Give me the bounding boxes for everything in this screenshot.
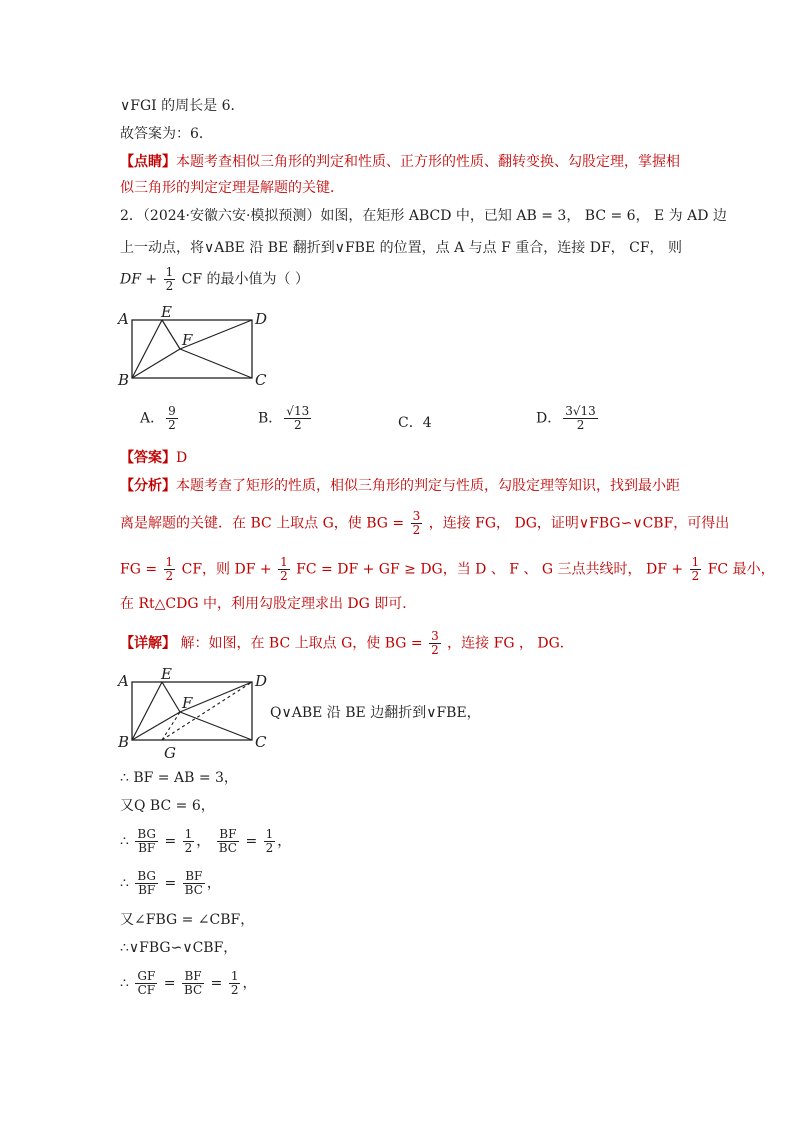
- text-line: [120, 124, 213, 144]
- label-f: F: [182, 694, 193, 712]
- step-1: ∴ BF = AB = 3，: [120, 770, 238, 786]
- problem-line-3: [120, 266, 309, 293]
- label-e: E: [161, 666, 172, 683]
- analysis-line-4: 在 Rt△CDG 中，利用勾股定理求出 DG 即可．: [120, 596, 417, 612]
- answer-value: D: [176, 450, 188, 466]
- step-6: ∴∨FBG∽∨CBF，: [120, 940, 238, 956]
- answer-line: 故答案为：6．: [120, 126, 213, 142]
- analysis-line-2: 离是解题的关键．在 BC 上取点 G，使 BG = $\frac{3}{2}$ ，连接 FG， DG，证明∨FBG∽∨CBF，可得出: [120, 509, 730, 537]
- analysis-line-1: 【分析】本题考查了矩形的性质，相似三角形的判定与性质，勾股定理等知识，找到最小距: [120, 478, 680, 494]
- detail-line-1: 【详解】 解：如图，在 BC 上取点 G，使 BG = $\frac{3}{2}$ ，连接 FG ， DG．: [120, 629, 574, 657]
- step-4: ∴ $\frac{BG}{BF}$ = $\frac{BF}{BC}$ ，: [120, 869, 221, 897]
- step-3: ∴ $\frac{BG}{BF}$ = $\frac{1}{2}$ ， $\frac{BF}{BC}$ = $\frac{1}{2}$ ，: [120, 827, 292, 855]
- segment-fg-dashed: [162, 712, 180, 740]
- label-d: D: [255, 310, 268, 328]
- segment-ef: [162, 682, 180, 712]
- label-a: A: [118, 310, 129, 328]
- expr-df: DF +: [120, 271, 158, 288]
- rectangle-figure-2: [112, 666, 272, 762]
- text-line: [120, 96, 244, 116]
- analysis-line-3: FG = $\frac{1}{2}$ CF，则 DF + $\frac{1}{2}$ FC = DF + GF ≥ DG，当 D 、 F 、 G 三点共线时， DF + $\frac{1}{2}$ FC 最小，: [120, 555, 775, 583]
- segment-fc: [180, 712, 252, 740]
- segment-ef: [162, 320, 180, 349]
- half-fraction: $\frac{1}{2}$: [165, 265, 174, 293]
- label-f: F: [182, 331, 193, 349]
- answer-section: 【答案】D: [120, 450, 188, 466]
- option-c[interactable]: C．4: [398, 415, 432, 431]
- option-d[interactable]: D． $\frac{3√13}{2}$: [536, 404, 596, 432]
- option-b[interactable]: B． $\frac{√13}{2}$: [258, 404, 310, 432]
- rect-abcd: [132, 320, 252, 378]
- perimeter-result: ∨FGI 的周长是 6．: [120, 98, 245, 114]
- label-c: C: [255, 371, 267, 389]
- label-a: A: [118, 672, 129, 690]
- step-2: 又Q BC = 6，: [120, 798, 215, 814]
- label-c: C: [255, 733, 267, 751]
- fold-statement: Q∨ABE 沿 BE 边翻折到∨FBE，: [270, 705, 481, 721]
- point-tag: 【点睛】: [120, 154, 176, 170]
- expr-cf: CF 的最小值为（ ）: [181, 271, 309, 288]
- segment-fc: [180, 349, 252, 378]
- option-a[interactable]: A． $\frac{9}{2}$: [140, 404, 176, 432]
- label-e: E: [161, 305, 172, 321]
- label-g: G: [164, 744, 176, 762]
- label-b: B: [118, 733, 130, 751]
- step-7: ∴ $\frac{GF}{CF}$ = $\frac{BF}{BC}$ = $\frac{1}{2}$ ，: [120, 969, 257, 997]
- point-section: [120, 152, 680, 172]
- step-5: 又∠FBG = ∠CBF，: [120, 912, 255, 928]
- segment-dg-dashed: [162, 682, 252, 740]
- problem-line-2: 上一动点，将∨ABE 沿 BE 翻折到∨FBE 的位置，点 A 与点 F 重合，连接 DF， CF， 则: [120, 240, 682, 256]
- rectangle-figure-1: [112, 305, 272, 390]
- point-text-cont: 似三角形的判定定理是解题的关键．: [120, 180, 344, 196]
- problem-line-1: 2．（2024·安徽六安·模拟预测）如图，在矩形 ABCD 中，已知 AB = 3， BC = 6， E 为 AD 边: [120, 208, 727, 224]
- label-d: D: [255, 672, 268, 690]
- label-b: B: [118, 371, 130, 389]
- point-text: 本题考查相似三角形的判定和性质、正方形的性质、翻转变换、勾股定理，掌握相: [176, 154, 680, 170]
